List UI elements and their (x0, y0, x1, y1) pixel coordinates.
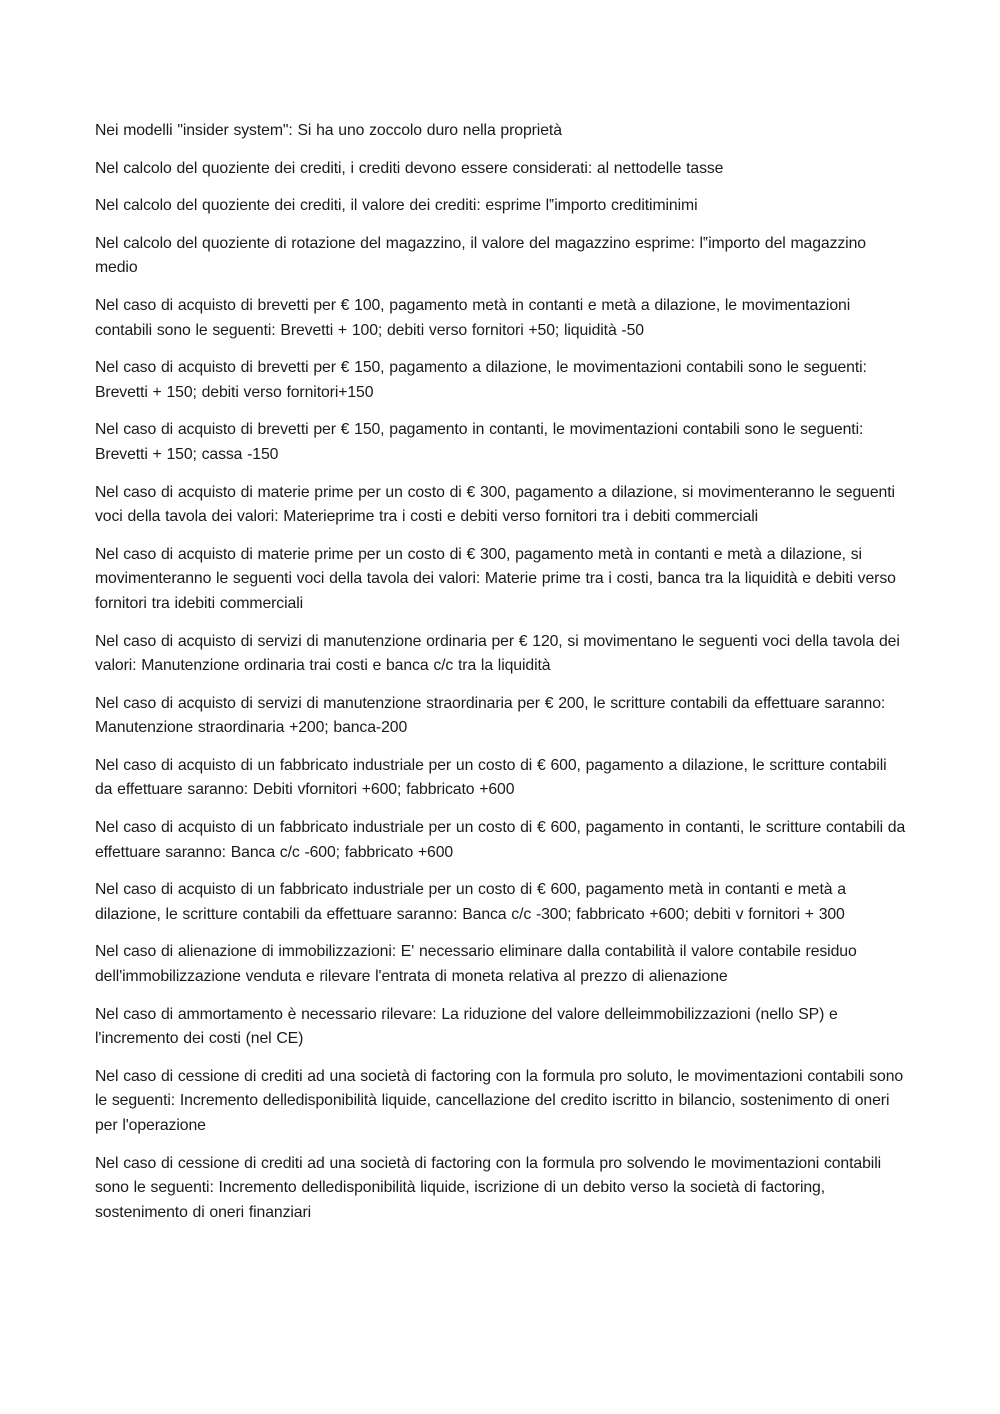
paragraph-quoziente-crediti-valore: Nel calcolo del quoziente dei crediti, il valore dei crediti: esprime l‟importo creditiminimi (95, 197, 698, 215)
paragraph-factoring-pro-solvendo: Nel caso di cessione di crediti ad una società di factoring con la formula pro solvendo le movimentazioni contabili sono le seguenti: Incremento delledisponibilità liquide, iscrizione di un debito verso la società di factoring, sostenimento di oneri finanziari (95, 1154, 882, 1221)
paragraph-quoziente-crediti-tasse: Nel calcolo del quoziente dei crediti, i crediti devono essere considerati: al nettodelle tasse (95, 159, 724, 177)
paragraph-brevetti-100: Nel caso di acquisto di brevetti per € 100, pagamento metà in contanti e metà a dilazione, le movimentazioni contabili sono le seguenti: Brevetti + 100; debiti verso fornitori +50; liquidità -50 (95, 296, 851, 339)
paragraph-fabbricato-contanti: Nel caso di acquisto di un fabbricato industriale per un costo di € 600, pagamento in contanti, le scritture contabili da effettuare saranno: Banca c/c -600; fabbricato +600 (95, 819, 906, 861)
paragraph-manutenzione-straordinaria: Nel caso di acquisto di servizi di manutenzione straordinaria per € 200, le scritture contabili da effettuare saranno: Manutenzione straordinaria +200; banca-200 (95, 694, 886, 737)
paragraph-insider-system: Nei modelli "insider system": Si ha uno zoccolo duro nella proprietà (95, 122, 562, 139)
paragraph-rotazione-magazzino: Nel calcolo del quoziente di rotazione del magazzino, il valore del magazzino esprime: l‟importo del magazzino medio (95, 234, 866, 277)
paragraph-materie-prime-meta: Nel caso di acquisto di materie prime per un costo di € 300, pagamento metà in contanti e metà a dilazione, si movimenteranno le seguenti voci della tavola dei valori: Materie prime tra i costi, banca tra la liquidità e debiti verso fornitori tra idebiti commerciali (95, 545, 896, 612)
paragraph-manutenzione-ordinaria: Nel caso di acquisto di servizi di manutenzione ordinaria per € 120, si movimentano le seguenti voci della tavola dei valori: Manutenzione ordinaria trai costi e banca c/c tra la liquidità (95, 632, 900, 675)
paragraph-factoring-pro-soluto: Nel caso di cessione di crediti ad una società di factoring con la formula pro soluto, le movimentazioni contabili sono le seguenti: Incremento delledisponibilità liquide, cancellazione del credito iscritto in bilancio, sostenimento di oneri per l'operazione (95, 1067, 904, 1134)
paragraph-ammortamento: Nel caso di ammortamento è necessario rilevare: La riduzione del valore delleimmobilizzazioni (nello SP) e l'incremento dei costi (nel CE) (95, 1005, 838, 1048)
paragraph-fabbricato-dilazione: Nel caso di acquisto di un fabbricato industriale per un costo di € 600, pagamento a dilazione, le scritture contabili da effettuare saranno: Debiti vfornitori +600; fabbricato +600 (95, 756, 887, 799)
paragraph-fabbricato-meta: Nel caso di acquisto di un fabbricato industriale per un costo di € 600, pagamento metà in contanti e metà a dilazione, le scritture contabili da effettuare saranno: Banca c/c -300; fabbricato +600; debiti v fornitori + 300 (95, 881, 846, 923)
paragraph-brevetti-150-contanti: Nel caso di acquisto di brevetti per € 150, pagamento in contanti, le movimentazioni contabili sono le seguenti: Brevetti + 150; cassa -150 (95, 421, 864, 463)
paragraph-alienazione: Nel caso di alienazione di immobilizzazioni: E' necessario eliminare dalla contabilità il valore contabile residuo dell'immobilizzazione venduta e rilevare l'entrata di moneta relativa al prezzo di alienazione (95, 943, 857, 986)
paragraph-materie-prime-dilazione: Nel caso di acquisto di materie prime per un costo di € 300, pagamento a dilazione, si movimenteranno le seguenti voci della tavola dei valori: Materieprime tra i costi e debiti verso fornitori tra i debiti commerciali (95, 483, 895, 526)
paragraph-brevetti-150-dilazione: Nel caso di acquisto di brevetti per € 150, pagamento a dilazione, le movimentazioni contabili sono le seguenti: Brevetti + 150; debiti verso fornitori+150 (95, 359, 867, 401)
